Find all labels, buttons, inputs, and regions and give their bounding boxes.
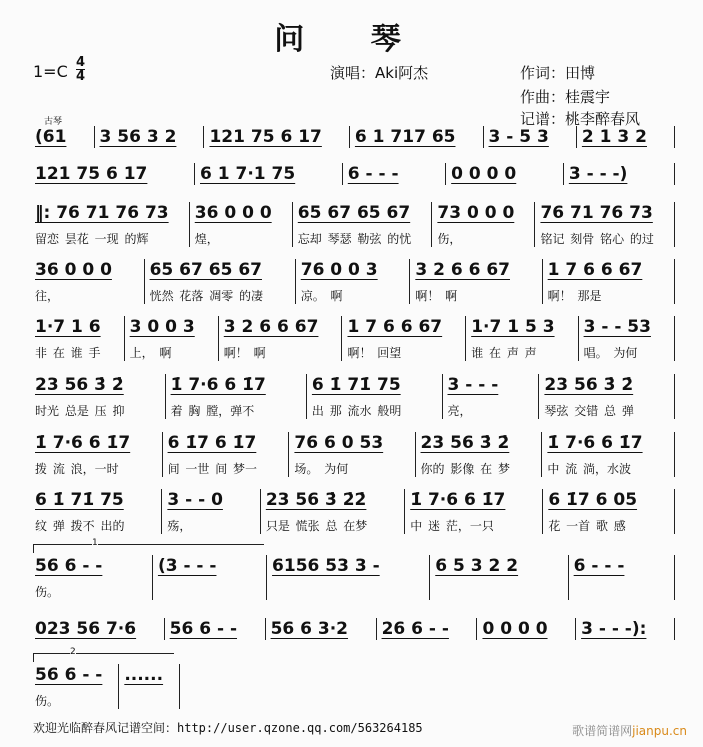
measure-notes: 2 1 3 2: [581, 127, 647, 147]
measure: [30, 163, 195, 185]
measure-notes: 3 2 6 6 67: [415, 260, 510, 280]
measure-notes: 76 71 76 73: [540, 203, 653, 223]
measure-lyrics: 留恋 昙花 一现 的辉: [35, 232, 149, 246]
measure-lyrics: 谁 在 声 声: [471, 346, 537, 360]
volta-1: [33, 538, 264, 553]
measure-notes: 36 0 0 0: [35, 260, 112, 280]
measure: [166, 374, 307, 419]
measure-lyrics: 拨 流 浪，一时: [35, 462, 119, 476]
staff-row: [30, 432, 675, 477]
watermark-en: jianpu.cn: [632, 724, 687, 738]
measure-notes: 6 1̇7 6 1̇7: [167, 433, 257, 453]
measure: [261, 489, 405, 534]
measure: [432, 202, 535, 247]
measure: [162, 489, 260, 534]
measure-notes: 56 6 3·2: [270, 619, 349, 639]
measure-notes: 6 1 7·1 75: [200, 164, 296, 184]
measure-notes: 36 0 0 0: [194, 203, 272, 223]
measure: [543, 259, 675, 304]
measure-notes: 023 56 7·6: [35, 619, 137, 639]
measure-notes: 26 6 - -: [381, 619, 449, 639]
measure: [405, 489, 543, 534]
measure-lyrics: 伤，: [437, 232, 462, 246]
staff-row: [30, 555, 675, 600]
measure: [145, 259, 296, 304]
measure-lyrics: 上， 啊: [129, 346, 172, 360]
measure: [190, 202, 293, 247]
measure-lyrics: 伤。: [35, 694, 60, 708]
measure: [30, 489, 162, 534]
measure-notes: 6 1̇ 71̇ 75: [311, 375, 401, 395]
measure: [219, 316, 343, 361]
staff-row: [30, 374, 675, 419]
measure-notes: 23 56 3̇ 2̇2̇: [265, 490, 367, 510]
measure-notes: 121 75 6 17: [209, 127, 322, 147]
measure: [30, 316, 125, 361]
measure: [30, 664, 119, 709]
staff-row: [30, 316, 675, 361]
measure-notes: (61: [35, 127, 67, 147]
transcriber: 记谱：桃李醉春风: [520, 110, 641, 128]
measure-lyrics: 琴弦 交错 总 弹: [544, 404, 634, 418]
key-signature: 1=C: [33, 62, 68, 81]
measure-notes: 65 67 65 67: [297, 203, 411, 223]
measure: [446, 163, 564, 185]
measure-notes: 3 - - -):: [581, 619, 647, 639]
measure: [119, 664, 180, 709]
measure-notes: 76 0 0 3: [300, 260, 378, 280]
measure-notes: 73 0 0 0: [437, 203, 515, 223]
measure-notes: 6 1̇7 6 05: [548, 490, 638, 510]
measure: [576, 618, 675, 640]
measure-notes: 6 1 717 65: [354, 127, 456, 147]
measure: [477, 618, 576, 640]
measure: [296, 259, 411, 304]
measure: [542, 432, 675, 477]
measure-lyrics: 伤。: [35, 585, 60, 599]
measure-lyrics: 忘却 琴瑟 勒弦 的忧: [297, 232, 412, 246]
measure: [342, 316, 466, 361]
measure: [204, 126, 349, 148]
measure: [484, 126, 577, 148]
measure-notes: 3 - - -): [568, 164, 628, 184]
measure: [163, 432, 290, 477]
time-top: 4: [76, 55, 86, 70]
measure: [267, 555, 430, 600]
measure-notes: 3 - - 53: [583, 317, 651, 337]
measure-lyrics: 凉。 啊: [300, 289, 343, 303]
measure-notes: 1 7 6 6 67: [547, 260, 643, 280]
measure-notes: 0 0 0 0: [482, 619, 548, 639]
measure-notes: 3 - - 0: [167, 490, 223, 510]
measure: [579, 316, 675, 361]
measure-lyrics: 啊！ 啊: [415, 289, 458, 303]
measure-notes: (3 - - -: [157, 556, 217, 576]
measure: [564, 163, 675, 185]
measure: [569, 555, 675, 600]
measure-notes: 1 7 6 6 67: [347, 317, 443, 337]
measure-lyrics: 间 一世 间 梦一: [167, 462, 258, 476]
measure-notes: 121 75 6 17: [35, 164, 148, 184]
measure: [466, 316, 578, 361]
measure: [30, 374, 166, 419]
measure: [539, 374, 675, 419]
measure: [377, 618, 478, 640]
measure: [416, 432, 543, 477]
measure: [577, 126, 675, 148]
volta-2-label: 2: [70, 647, 76, 657]
measure-lyrics: 只是 慌张 总 在梦: [265, 519, 368, 533]
measure-lyrics: 时光 总是 压 抑: [35, 404, 125, 418]
measure: [30, 126, 95, 148]
measure-lyrics: 亮，: [447, 404, 472, 418]
measure-notes: 0 0 0 0: [451, 164, 517, 184]
measure: [410, 259, 542, 304]
measure-notes: 56 6 - -: [35, 556, 103, 576]
measure-notes: 65 67 65 67: [149, 260, 262, 280]
measure: [30, 555, 153, 600]
measure-notes: 1·7 1 6: [35, 317, 101, 337]
measure-notes: 56 6 - -: [35, 665, 103, 685]
measure-notes: 1̇ 7·6 6 1̇7: [410, 490, 506, 510]
time-signature: [76, 56, 85, 83]
lyricist: 作词：田博: [520, 64, 596, 82]
measure-notes: 23 56 3̇ 2̇: [544, 375, 634, 395]
measure-notes: 76 6 0 53: [294, 433, 384, 453]
time-bottom: 4: [76, 69, 86, 84]
measure: [343, 163, 446, 185]
measure: [350, 126, 484, 148]
measure-notes: 56 6 - -: [169, 619, 238, 639]
measure-notes: 6 5 3 2 2: [435, 556, 519, 576]
measure-notes: ......: [124, 665, 164, 685]
measure: [95, 126, 205, 148]
measure: [293, 202, 433, 247]
composer: 作曲：桂震宇: [520, 88, 611, 106]
instrument-note: 古琴: [44, 117, 63, 127]
measure-notes: 1̇ 7·6 6 1̇7: [547, 433, 643, 453]
measure-notes: 6 - - -: [347, 164, 399, 184]
staff-row: [30, 202, 675, 247]
footer-link-text: 欢迎光临醉春风记谱空间：http://user.qzone.qq.com/563264185: [33, 721, 423, 735]
measure: [443, 374, 540, 419]
measure-lyrics: 恍然 花落 凋零 的凄: [149, 289, 264, 303]
measure-notes: 23 56 3̇ 2̇: [35, 375, 124, 395]
measure: [30, 432, 163, 477]
measure-lyrics: 中 流 淌，水波: [547, 462, 632, 476]
measure-lyrics: 中 迷 茫，一只: [410, 519, 494, 533]
measure-lyrics: 啊！ 那是: [547, 289, 602, 303]
staff-row: [30, 489, 675, 534]
staff-row: [30, 259, 675, 304]
measure-lyrics: 着 胸 膛，弹不: [170, 404, 255, 418]
measure-notes: ‖: 76 71 76 73: [35, 203, 169, 223]
measure: [30, 259, 145, 304]
measure: [430, 555, 568, 600]
measure-lyrics: 场。 为何: [294, 462, 349, 476]
measure-lyrics: 非 在 谁 手: [35, 346, 101, 360]
measure: [266, 618, 377, 640]
measure-notes: 6 - - -: [573, 556, 625, 576]
measure-notes: 6156 53 3 -: [272, 556, 380, 576]
staff-row: [30, 618, 675, 640]
measure: [543, 489, 675, 534]
measure-lyrics: 往，: [35, 289, 60, 303]
watermark-cn: 歌谱简谱网: [572, 724, 633, 738]
measure-lyrics: 殇，: [167, 519, 192, 533]
measure-lyrics: 花 一首 歌 感: [548, 519, 626, 533]
measure: [30, 202, 190, 247]
measure-notes: 1̇ 7·6 6 1̇7: [35, 433, 131, 453]
measure: [289, 432, 415, 477]
measure-notes: 3 - 5 3: [488, 127, 549, 147]
song-title: 问 琴: [274, 22, 429, 57]
measure: [535, 202, 675, 247]
staff-row: [30, 163, 675, 185]
measure-lyrics: 啊！ 啊: [223, 346, 266, 360]
measure-notes: 1·7 1 5 3: [471, 317, 555, 337]
staff-row: [30, 664, 180, 709]
measure-notes: 3 0 0 3: [129, 317, 195, 337]
watermark: [572, 722, 687, 739]
measure-lyrics: 纹 弹 拨不 出的: [35, 519, 125, 533]
measure: [30, 618, 165, 640]
measure-notes: 3 56 3 2: [99, 127, 177, 147]
measure: [165, 618, 266, 640]
measure: [125, 316, 219, 361]
measure: [195, 163, 343, 185]
measure-notes: 3 - - -: [447, 375, 499, 395]
measure: [153, 555, 267, 600]
measure-lyrics: 唱。 为何: [583, 346, 638, 360]
measure-notes: 1̇ 7·6 6 1̇7: [170, 375, 266, 395]
measure-lyrics: 煌，: [194, 232, 219, 246]
measure-notes: 3 2 6 6 67: [223, 317, 319, 337]
volta-2: [33, 647, 174, 662]
staff-row: [30, 126, 675, 148]
measure-lyrics: 你的 影像 在 梦: [420, 462, 510, 476]
measure-lyrics: 出 那 流水 般明: [311, 404, 402, 418]
singer: 演唱：Aki阿杰: [330, 64, 429, 82]
measure-lyrics: 啊！ 回望: [347, 346, 402, 360]
measure-notes: 6 1̇ 71̇ 75: [35, 490, 124, 510]
measure: [307, 374, 443, 419]
measure-notes: 23 56 3̇ 2̇: [420, 433, 510, 453]
measure-lyrics: 铭记 刻骨 铭心 的过: [540, 232, 654, 246]
volta-1-label: 1: [92, 538, 98, 548]
